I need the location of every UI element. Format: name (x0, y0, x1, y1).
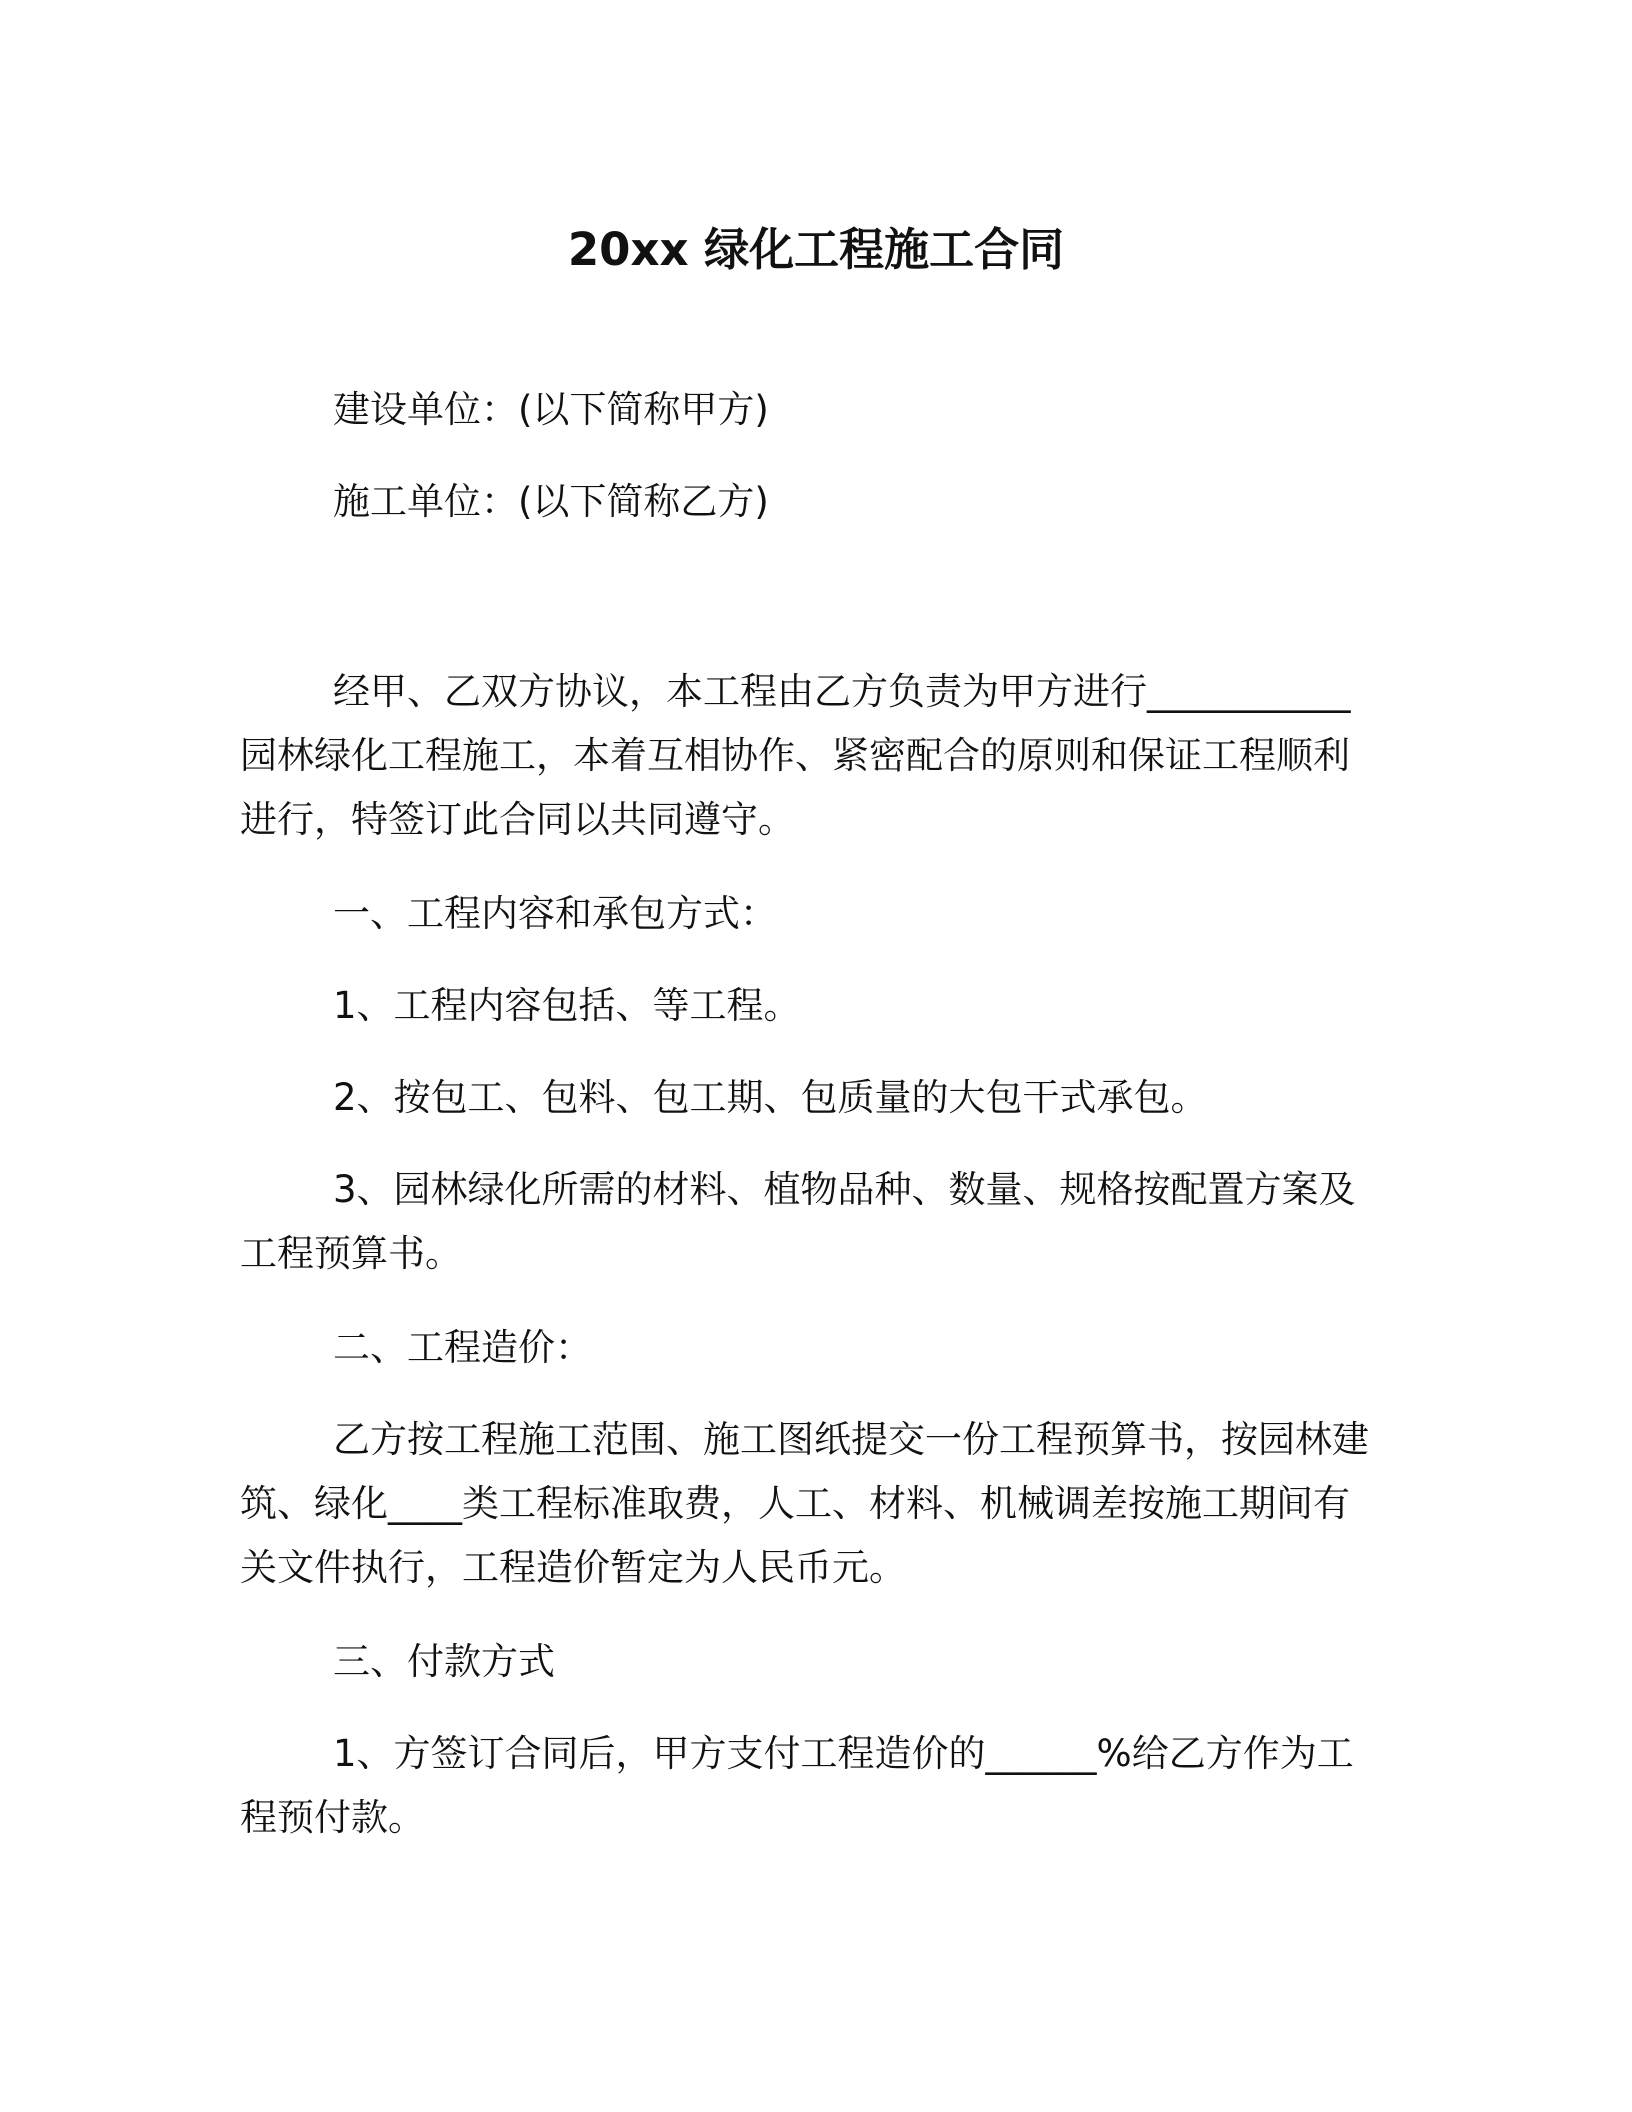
document-title: 20xx 绿化工程施工合同 (567, 223, 1065, 276)
section-1-heading: 一、工程内容和承包方式： (333, 892, 777, 935)
section-1-item-1: 1、工程内容包括、等工程。 (333, 984, 801, 1027)
section-3-item-1-line-2: 程预付款。 (240, 1796, 425, 1839)
contractor-party-line: 施工单位：(以下简称乙方) (333, 480, 769, 523)
section-2-paragraph-line-2: 筑、绿化____类工程标准取费，人工、材料、机械调差按施工期间有 (240, 1482, 1350, 1525)
section-2-paragraph-line-1: 乙方按工程施工范围、施工图纸提交一份工程预算书，按园林建 (333, 1418, 1369, 1461)
section-1-item-3-line-2: 工程预算书。 (240, 1232, 462, 1275)
section-3-item-1-line-1: 1、方签订合同后，甲方支付工程造价的______%给乙方作为工 (333, 1732, 1354, 1775)
section-2-paragraph-line-3: 关文件执行，工程造价暂定为人民币元。 (240, 1546, 906, 1589)
intro-paragraph-line-2: 园林绿化工程施工，本着互相协作、紧密配合的原则和保证工程顺利 (240, 734, 1350, 777)
section-1-item-3-line-1: 3、园林绿化所需的材料、植物品种、数量、规格按配置方案及 (333, 1168, 1356, 1211)
intro-paragraph-line-3: 进行，特签订此合同以共同遵守。 (240, 798, 795, 841)
client-party-line: 建设单位：(以下简称甲方) (333, 388, 769, 431)
section-2-heading: 二、工程造价： (333, 1326, 592, 1369)
section-1-item-2: 2、按包工、包料、包工期、包质量的大包干式承包。 (333, 1076, 1208, 1119)
intro-paragraph-line-1: 经甲、乙双方协议，本工程由乙方负责为甲方进行___________ (333, 670, 1351, 713)
section-3-heading: 三、付款方式 (333, 1640, 555, 1683)
